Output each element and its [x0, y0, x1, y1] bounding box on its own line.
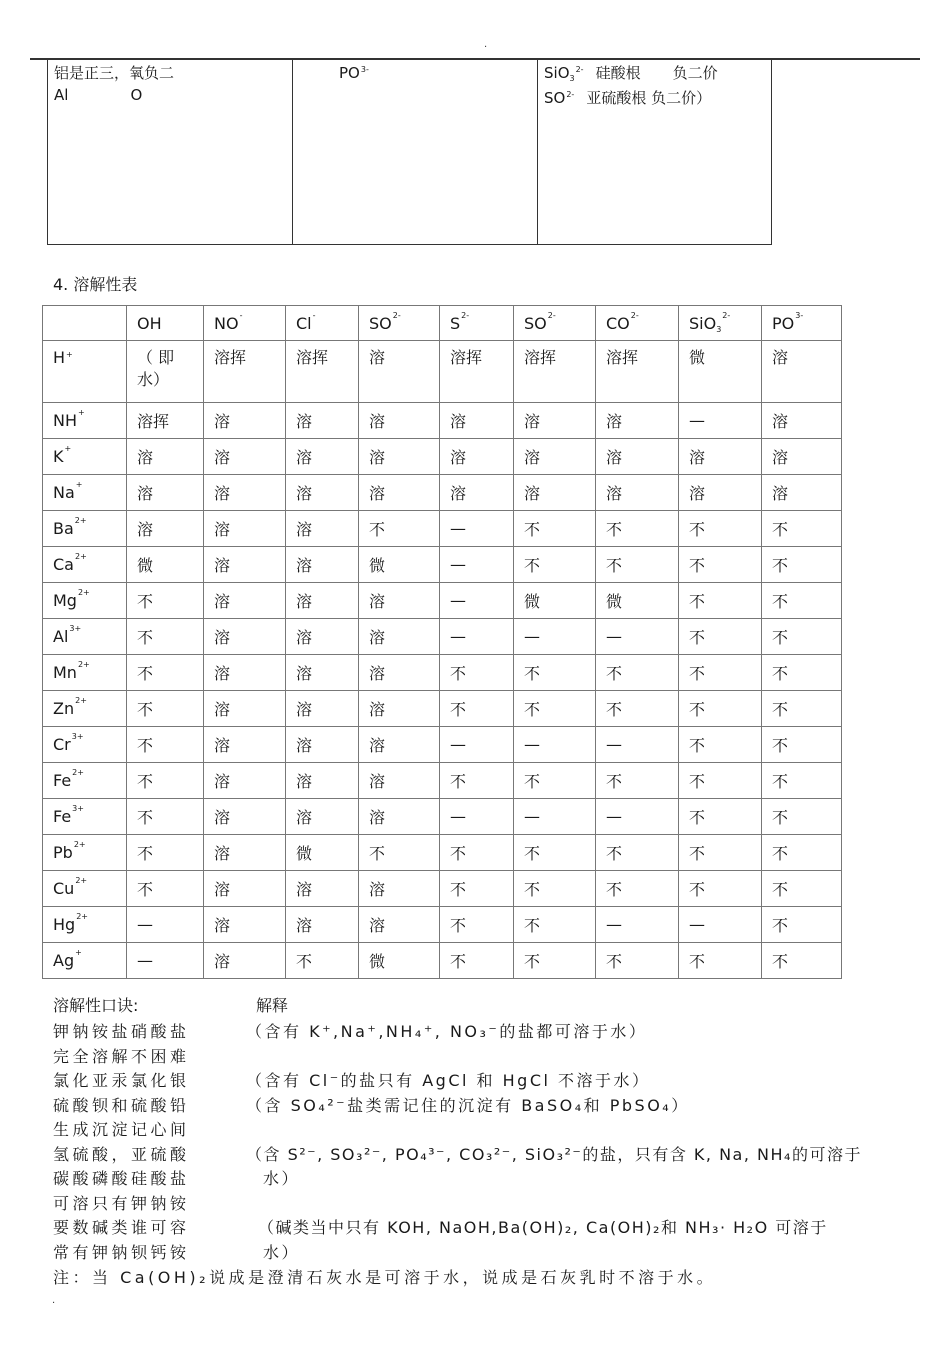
solubility-cell: 溶: [204, 439, 286, 475]
solubility-cell: 不: [596, 691, 679, 727]
solubility-cell: 溶: [286, 907, 359, 943]
solubility-cell: 溶: [596, 475, 679, 511]
solubility-cell: 溶: [596, 439, 679, 475]
cation-header: $Zn^{2+}$: [43, 691, 127, 727]
solubility-cell: 不: [762, 871, 842, 907]
cation-header: $Ba^{2+}$: [43, 511, 127, 547]
solubility-cell: 溶: [440, 403, 514, 439]
solubility-cell: 溶: [286, 403, 359, 439]
cation-header: $Cr^{3+}$: [43, 727, 127, 763]
solubility-cell: 溶: [514, 403, 596, 439]
solubility-cell: 溶: [359, 763, 440, 799]
rhyme-line: 碳酸磷酸硅酸盐: [53, 1169, 190, 1188]
solubility-cell: 不: [762, 583, 842, 619]
table-row: [43, 341, 842, 403]
solubility-cell: 不: [762, 655, 842, 691]
solubility-cell: 不: [679, 835, 762, 871]
solubility-cell: 不: [762, 511, 842, 547]
silicate-name: 硅酸根: [595, 64, 641, 82]
solubility-cell: 溶挥: [440, 341, 514, 403]
solubility-cell: 溶: [762, 403, 842, 439]
solubility-cell: —: [514, 619, 596, 655]
solubility-cell: 溶: [762, 475, 842, 511]
solubility-cell: 溶: [359, 439, 440, 475]
solubility-cell: 溶: [679, 439, 762, 475]
solubility-cell: 溶: [286, 439, 359, 475]
solubility-cell: 不: [679, 799, 762, 835]
table-row: [43, 547, 842, 583]
rhyme-line: 完全溶解不困难: [53, 1046, 190, 1066]
solubility-cell: 不: [762, 727, 842, 763]
solubility-cell: 不: [762, 907, 842, 943]
solubility-cell: 溶: [286, 799, 359, 835]
solubility-cell: 不: [596, 511, 679, 547]
cation-header: Na+: [43, 475, 127, 511]
cation-header: H+: [43, 341, 127, 403]
explain-4-cont: 水）: [263, 1169, 301, 1188]
solubility-cell: —: [440, 583, 514, 619]
solubility-cell: 溶: [204, 403, 286, 439]
solubility-cell: 溶: [204, 691, 286, 727]
explain-1: （含有 K⁺,Na⁺,NH₄⁺, NO₃⁻的盐都可溶于水）: [246, 1022, 648, 1041]
solubility-cell: 溶: [359, 583, 440, 619]
solubility-cell: 不: [440, 907, 514, 943]
solubility-cell: 微: [127, 547, 204, 583]
cation-header: $Ca^{2+}$: [43, 547, 127, 583]
cation-header: NH+: [43, 403, 127, 439]
solubility-cell: 不: [127, 871, 204, 907]
solubility-cell: 溶: [286, 511, 359, 547]
solubility-cell: 不: [514, 691, 596, 727]
solubility-cell: 不: [514, 907, 596, 943]
solubility-cell: 溶: [204, 655, 286, 691]
solubility-cell: 不: [679, 583, 762, 619]
solubility-cell: 溶: [204, 907, 286, 943]
solubility-cell: 不: [359, 835, 440, 871]
solubility-cell: 溶: [359, 403, 440, 439]
symbol-o: O: [130, 86, 143, 104]
explain-3: （含 SO₄²⁻盐类需记住的沉淀有 BaSO₄和 PbSO₄）: [246, 1095, 690, 1115]
sulfite-text: 亚硫酸根 负二价）: [586, 89, 712, 107]
solubility-cell: —: [596, 727, 679, 763]
solubility-cell: 不: [514, 547, 596, 583]
solubility-cell: 不: [596, 655, 679, 691]
solubility-cell: 不: [127, 727, 204, 763]
solubility-cell: 不: [127, 655, 204, 691]
solubility-cell: 溶: [359, 871, 440, 907]
cation-header: $Pb^{2+}$: [43, 835, 127, 871]
solubility-cell: 不: [679, 619, 762, 655]
solubility-cell: —: [679, 403, 762, 439]
solubility-cell: 不: [762, 619, 842, 655]
table-row: [43, 763, 842, 799]
solubility-cell: 微: [286, 835, 359, 871]
rhyme-line: 生成沉淀记心间: [53, 1120, 190, 1139]
solubility-cell: —: [440, 547, 514, 583]
solubility-cell: 溶: [286, 619, 359, 655]
solubility-cell: —: [514, 727, 596, 763]
symbol-al: Al: [54, 86, 69, 104]
anion-header: $CO^{2-}$: [596, 306, 679, 341]
ion-phosphate: PO: [339, 64, 360, 82]
solubility-cell: 溶: [596, 403, 679, 439]
anion-header: OH: [127, 306, 204, 341]
solubility-cell: 溶: [204, 871, 286, 907]
rhyme-line: 氢硫酸，亚硫酸: [53, 1144, 190, 1164]
solubility-cell: —: [127, 943, 204, 979]
solubility-cell: 溶: [286, 655, 359, 691]
solubility-cell: 不: [440, 655, 514, 691]
solubility-cell: 不: [514, 763, 596, 799]
table-row: [43, 655, 842, 691]
table-row: [43, 943, 842, 979]
solubility-cell: 溶: [127, 439, 204, 475]
solubility-cell: 不: [679, 691, 762, 727]
solubility-cell: 溶: [286, 871, 359, 907]
solubility-cell: —: [596, 619, 679, 655]
solubility-cell: 微: [679, 341, 762, 403]
corner-cell: [43, 306, 127, 341]
table-row: [43, 871, 842, 907]
solubility-cell: 不: [762, 835, 842, 871]
solubility-cell: 不: [762, 799, 842, 835]
table-row: [43, 511, 842, 547]
solubility-cell: 不: [514, 835, 596, 871]
solubility-cell: —: [440, 727, 514, 763]
solubility-cell: 不: [440, 763, 514, 799]
table-row: [43, 691, 842, 727]
solubility-cell: 微: [359, 943, 440, 979]
solubility-cell: 不: [679, 511, 762, 547]
table-row: [43, 619, 842, 655]
solubility-cell: —: [127, 907, 204, 943]
solubility-cell: —: [440, 619, 514, 655]
solubility-cell: 溶: [359, 619, 440, 655]
table-row: [43, 835, 842, 871]
solubility-cell: —: [679, 907, 762, 943]
explain-title: 解释: [256, 996, 289, 1015]
solubility-cell: 溶: [204, 475, 286, 511]
cation-header: K+: [43, 439, 127, 475]
solubility-cell: —: [514, 799, 596, 835]
solubility-cell: 不: [679, 727, 762, 763]
solubility-cell: 溶挥: [514, 341, 596, 403]
solubility-cell: 不: [596, 871, 679, 907]
section-heading: 4. 溶解性表: [53, 275, 138, 294]
solubility-cell: 溶: [286, 583, 359, 619]
rhyme-title: 溶解性口诀:: [53, 996, 139, 1015]
solubility-cell: 不: [286, 943, 359, 979]
ion-phosphate-charge: 3-: [360, 65, 369, 74]
solubility-cell: （ 即 水）: [127, 341, 204, 403]
valence-table: [47, 58, 772, 245]
solubility-cell: 溶: [204, 583, 286, 619]
table-row: [43, 583, 842, 619]
solubility-cell: 不: [127, 763, 204, 799]
solubility-cell: 不: [440, 943, 514, 979]
solubility-cell: 不: [127, 799, 204, 835]
solubility-table: [42, 305, 842, 979]
cation-header: Ag+: [43, 943, 127, 979]
solubility-cell: 不: [440, 835, 514, 871]
solubility-cell: 溶: [359, 799, 440, 835]
solubility-cell: 溶: [359, 727, 440, 763]
rhyme-line: 钾钠铵盐硝酸盐: [53, 1022, 190, 1041]
anion-header: NO-: [204, 306, 286, 341]
solubility-cell: 溶: [679, 475, 762, 511]
solubility-cell: 溶: [762, 341, 842, 403]
solubility-cell: —: [440, 511, 514, 547]
solubility-cell: 溶: [286, 475, 359, 511]
ion-silicate: SiO: [544, 64, 570, 82]
solubility-cell: 溶: [762, 439, 842, 475]
explain-4: （含 S²⁻, SO₃²⁻, PO₄³⁻, CO₃²⁻, SiO₃²⁻的盐，只有含 K, Na, NH₄的可溶于: [246, 1144, 862, 1164]
explain-5: （碱类当中只有 KOH, NaOH,Ba(OH)₂, Ca(OH)₂和 NH₃· H₂O 可溶于: [258, 1218, 828, 1237]
rhyme-line: 常有钾钠钡钙铵: [53, 1242, 190, 1262]
rhyme-line: 硫酸钡和硫酸铅: [53, 1095, 190, 1115]
solubility-cell: 不: [440, 691, 514, 727]
solubility-cell: 不: [762, 763, 842, 799]
solubility-cell: 不: [514, 943, 596, 979]
solubility-cell: 不: [127, 691, 204, 727]
table-row: [43, 799, 842, 835]
solubility-cell: 不: [679, 547, 762, 583]
table-row: [43, 727, 842, 763]
solubility-cell: 溶: [204, 619, 286, 655]
solubility-cell: 溶: [286, 727, 359, 763]
solubility-cell: 溶: [204, 763, 286, 799]
solubility-cell: 溶: [204, 943, 286, 979]
solubility-cell: 溶: [440, 475, 514, 511]
solubility-cell: 不: [679, 943, 762, 979]
rhyme-line: 可溶只有钾钠铵: [53, 1193, 190, 1213]
cation-header: $Mg^{2+}$: [43, 583, 127, 619]
valence-cell-aluminium-oxygen: [48, 59, 293, 245]
table-row: [43, 439, 842, 475]
solubility-cell: 溶: [359, 691, 440, 727]
solubility-cell: 不: [762, 547, 842, 583]
solubility-cell: 不: [514, 655, 596, 691]
solubility-cell: 不: [440, 871, 514, 907]
solubility-cell: 溶: [286, 763, 359, 799]
solubility-cell: 不: [359, 511, 440, 547]
solubility-cell: —: [440, 799, 514, 835]
rhyme-line: 要数碱类谁可容: [53, 1218, 190, 1237]
anion-header: $PO^{3-}$: [762, 306, 842, 341]
solubility-cell: 溶: [127, 475, 204, 511]
solubility-cell: —: [596, 799, 679, 835]
solubility-cell: 不: [127, 835, 204, 871]
solubility-cell: 不: [514, 871, 596, 907]
cation-header: $Fe^{3+}$: [43, 799, 127, 835]
table-row: [43, 475, 842, 511]
solubility-cell: 不: [679, 763, 762, 799]
cation-header: $Mn^{2+}$: [43, 655, 127, 691]
silicate-valence: 负二价: [672, 64, 718, 82]
solubility-cell: 溶: [127, 511, 204, 547]
solubility-cell: 溶: [514, 475, 596, 511]
anion-header: $SO^{2-}$: [514, 306, 596, 341]
page-bottom-dot: ·: [52, 1298, 56, 1309]
solubility-cell: 微: [596, 583, 679, 619]
solubility-cell: 溶: [359, 475, 440, 511]
valence-cell-silicate-sulfite: SiO$_3^{2-}$ 硅酸根 负二价 $SO^{2-}$ 亚硫酸根 负二价）: [538, 59, 772, 245]
solubility-cell: 不: [514, 511, 596, 547]
solubility-cell: 溶: [359, 341, 440, 403]
valence-cell-phosphate: [293, 59, 538, 245]
anion-header: Cl-: [286, 306, 359, 341]
anion-header: $S^{2-}$: [440, 306, 514, 341]
solubility-cell: 溶: [204, 547, 286, 583]
rhyme-line: 氯化亚汞氯化银: [53, 1071, 190, 1090]
solubility-cell: 溶挥: [286, 341, 359, 403]
solubility-cell: 微: [359, 547, 440, 583]
cation-header: $Cu^{2+}$: [43, 871, 127, 907]
solubility-cell: 不: [679, 871, 762, 907]
solubility-cell: 溶: [440, 439, 514, 475]
solubility-cell: 溶挥: [127, 403, 204, 439]
solubility-cell: 不: [762, 691, 842, 727]
solubility-cell: 溶挥: [596, 341, 679, 403]
solubility-cell: —: [596, 907, 679, 943]
solubility-cell: 溶: [204, 835, 286, 871]
explain-5-cont: 水）: [263, 1242, 301, 1262]
table-row: [43, 907, 842, 943]
solubility-cell: 溶: [359, 907, 440, 943]
table-row: [43, 403, 842, 439]
solubility-cell: 不: [596, 943, 679, 979]
valence-rule-text: 铝是正三，氧负二: [54, 64, 175, 82]
page-top-dot: ·: [484, 42, 488, 53]
ion-sulfite: SO: [544, 89, 566, 107]
solubility-cell: 不: [127, 619, 204, 655]
cation-header: $Al^{3+}$: [43, 619, 127, 655]
solubility-cell: 不: [127, 583, 204, 619]
cation-header: $Fe^{2+}$: [43, 763, 127, 799]
explain-2: （含有 Cl⁻的盐只有 AgCl 和 HgCl 不溶于水）: [246, 1071, 651, 1090]
solubility-rhyme: [53, 993, 913, 1291]
solubility-cell: 溶: [514, 439, 596, 475]
solubility-cell: 不: [596, 835, 679, 871]
solubility-cell: 溶: [204, 799, 286, 835]
solubility-cell: 溶: [204, 727, 286, 763]
anion-header: $SO^{2-}$: [359, 306, 440, 341]
solubility-cell: 溶: [286, 547, 359, 583]
anion-header: SiO$_3^{2-}$: [679, 306, 762, 341]
solubility-cell: 不: [596, 547, 679, 583]
cation-header: $Hg^{2+}$: [43, 907, 127, 943]
solubility-cell: 不: [762, 943, 842, 979]
solubility-cell: 微: [514, 583, 596, 619]
solubility-cell: 溶: [286, 691, 359, 727]
solubility-cell: 溶挥: [204, 341, 286, 403]
solubility-cell: 溶: [204, 511, 286, 547]
solubility-cell: 不: [596, 763, 679, 799]
solubility-cell: 溶: [359, 655, 440, 691]
note-line: 注：当 Ca(OH)₂说成是澄清石灰水是可溶于水，说成是石灰乳时不溶于水。: [53, 1268, 717, 1287]
solubility-cell: 不: [679, 655, 762, 691]
